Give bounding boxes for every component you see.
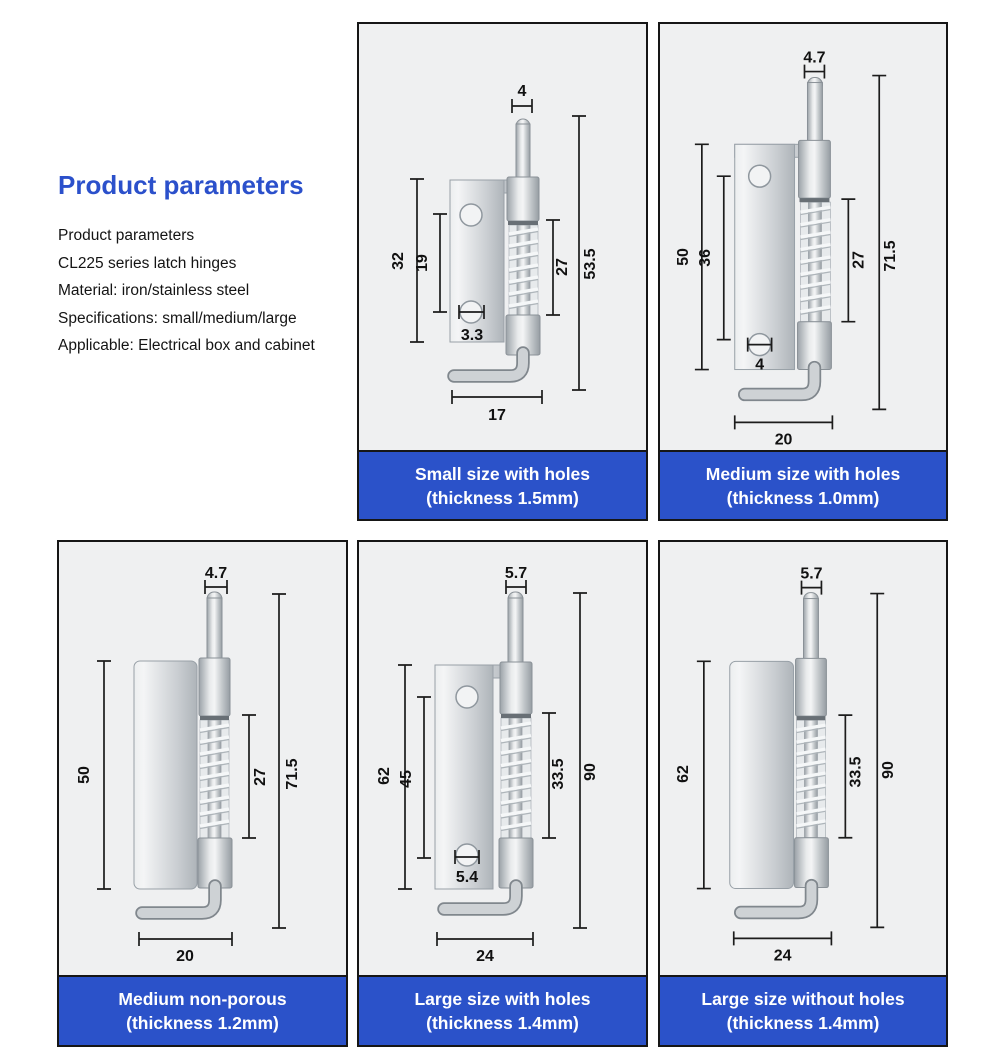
dim-hole-diameter: 4 bbox=[755, 356, 765, 374]
dim-pin-width: 5.7 bbox=[504, 565, 528, 582]
dim-base-width: 24 bbox=[476, 948, 494, 965]
caption-line2: (thickness 1.0mm) bbox=[726, 487, 880, 508]
caption-medium-non-porous bbox=[59, 977, 346, 1045]
dim-total-height: 53.5 bbox=[582, 248, 599, 280]
intro-line: Material: iron/stainless steel bbox=[58, 282, 250, 299]
dim-spring-length: 33.5 bbox=[550, 758, 567, 790]
dim-plate-height: 50 bbox=[674, 248, 692, 266]
dim-pin-width: 4.7 bbox=[803, 49, 826, 67]
hinge-diagram-large-holes bbox=[359, 542, 646, 977]
caption-small-with-holes bbox=[359, 452, 646, 519]
caption-line1: Medium non-porous bbox=[118, 989, 287, 1009]
dim-base-width: 24 bbox=[773, 947, 792, 965]
caption-medium-with-holes bbox=[660, 452, 946, 519]
caption-line1: Small size with holes bbox=[414, 463, 591, 484]
hinge-diagram-small bbox=[359, 24, 646, 452]
dim-hole-diameter: 5.4 bbox=[455, 869, 479, 886]
dim-spring-length: 27 bbox=[850, 251, 868, 269]
dim-plate-height: 62 bbox=[376, 767, 393, 785]
dim-spring-length: 33.5 bbox=[847, 756, 865, 788]
dim-base-width: 17 bbox=[488, 407, 506, 424]
dim-plate-height: 32 bbox=[390, 252, 407, 270]
caption-line1: Large size with holes bbox=[414, 989, 591, 1009]
intro-text-block bbox=[58, 170, 368, 360]
dim-base-width: 20 bbox=[774, 431, 793, 449]
dim-total-height: 90 bbox=[582, 763, 599, 781]
hinge-illustration bbox=[134, 592, 232, 913]
caption-large-with-holes bbox=[359, 977, 646, 1045]
dim-holes-span: 19 bbox=[414, 254, 431, 272]
caption-line2: (thickness 1.4mm) bbox=[426, 1013, 579, 1033]
hinge-illustration bbox=[730, 593, 829, 913]
dim-plate-height: 50 bbox=[76, 766, 93, 784]
dim-hole-diameter: 3.3 bbox=[460, 327, 484, 344]
hinge-illustration bbox=[435, 592, 533, 909]
dim-plate-height: 62 bbox=[674, 765, 692, 783]
caption-line1: Large size without holes bbox=[701, 989, 905, 1009]
dim-pin-width: 5.7 bbox=[800, 565, 823, 583]
dim-total-height: 90 bbox=[880, 761, 898, 779]
product-card-small-with-holes bbox=[357, 22, 648, 521]
product-card-large-with-holes bbox=[357, 540, 648, 1047]
dim-pin-width: 4.7 bbox=[204, 565, 228, 582]
hinge-illustration bbox=[735, 78, 832, 395]
dim-holes-span: 45 bbox=[398, 770, 415, 788]
dim-base-width: 20 bbox=[176, 948, 194, 965]
caption-line2: (thickness 1.5mm) bbox=[426, 487, 579, 508]
dim-spring-length: 27 bbox=[252, 768, 269, 786]
hinge-diagram-medium-holes bbox=[660, 24, 946, 452]
caption-line1: Medium size with holes bbox=[705, 463, 901, 484]
page-title: Product parameters bbox=[58, 170, 304, 200]
intro-line: Product parameters bbox=[58, 227, 195, 244]
product-card-large-without-holes bbox=[658, 540, 948, 1047]
caption-line2: (thickness 1.4mm) bbox=[726, 1013, 880, 1033]
intro-line: CL225 series latch hinges bbox=[58, 254, 237, 272]
dim-spring-length: 27 bbox=[554, 258, 571, 276]
intro-line: Specifications: small/medium/large bbox=[58, 309, 297, 327]
dim-total-height: 71.5 bbox=[284, 758, 301, 790]
hinge-diagram-large-plain bbox=[660, 542, 946, 977]
product-card-medium-non-porous bbox=[57, 540, 348, 1047]
caption-line2: (thickness 1.2mm) bbox=[126, 1013, 279, 1033]
caption-large-without-holes bbox=[660, 977, 946, 1045]
product-card-medium-with-holes bbox=[658, 22, 948, 521]
dim-total-height: 71.5 bbox=[882, 240, 900, 272]
dim-pin-width: 4 bbox=[517, 83, 527, 100]
intro-line: Applicable: Electrical box and cabinet bbox=[58, 337, 315, 354]
hinge-diagram-medium-plain bbox=[59, 542, 346, 977]
dim-holes-span: 36 bbox=[696, 249, 714, 267]
